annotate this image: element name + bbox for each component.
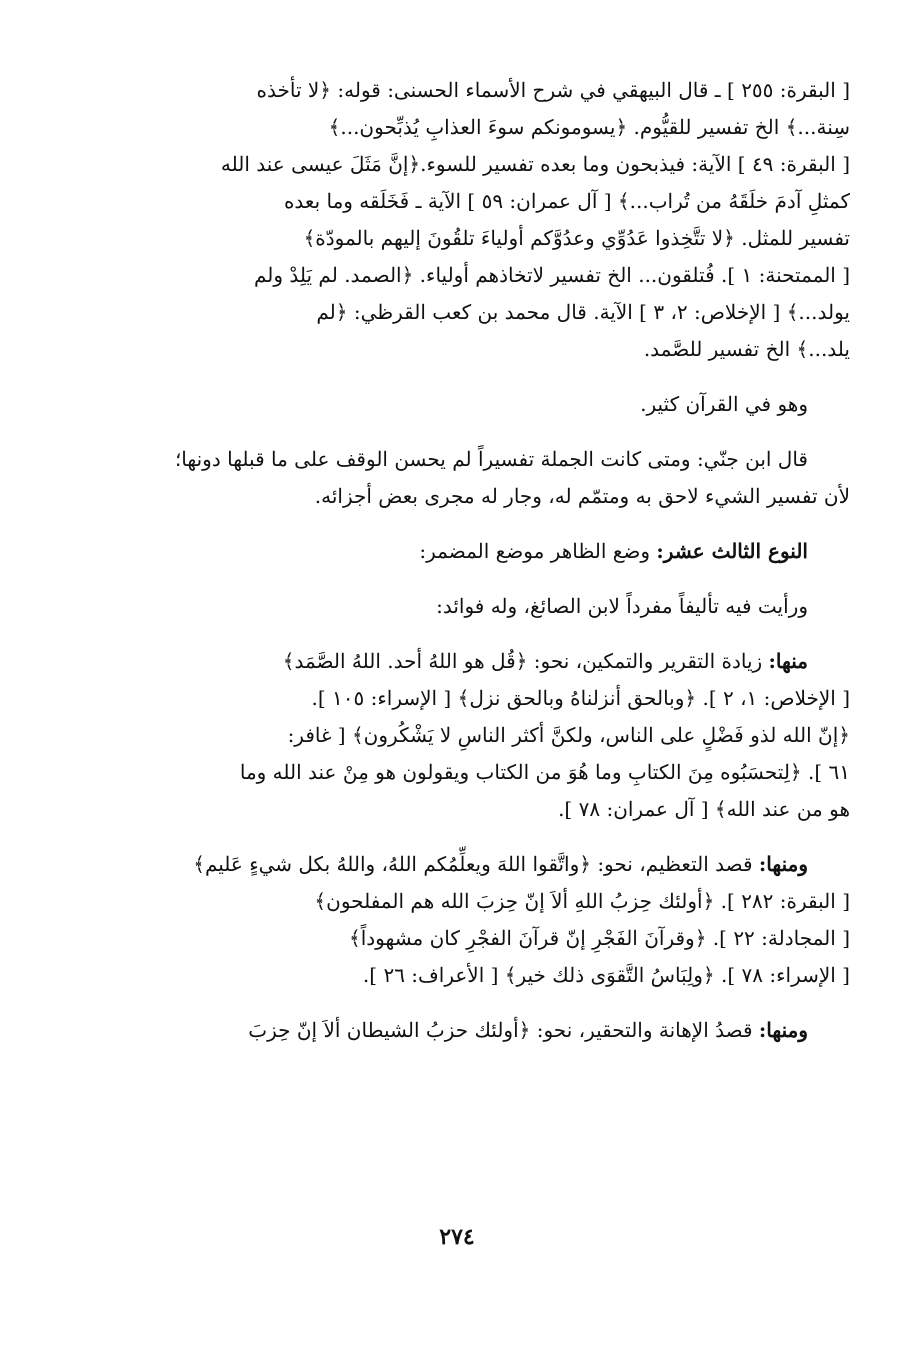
paragraph-ibn-saigh xyxy=(70,588,850,625)
benefit-text: قصدُ الإهانة والتحقير، نحو: ﴿أولئك حزبُ الشيطان ألاَ إنّ حِزبَ xyxy=(248,1018,759,1042)
benefit-label: ومنها: xyxy=(758,852,808,876)
text-line: سِنة...﴾ الخ تفسير للقيُّوم. ﴿يسومونكم سوءَ العذابِ يُذبِّحون...﴾ xyxy=(328,115,850,139)
text-line: ﴿إنّ الله لذو فَضْلٍ على الناس، ولكنَّ أكثر الناسِ لا يَشْكُرون﴾ [ غافر: xyxy=(287,723,850,747)
text-line: هو من عند الله﴾ [ آل عمران: ٧٨ ]. xyxy=(558,797,850,821)
text-line: كمثلِ آدمَ خلَقَهُ من تُراب...﴾ [ آل عمران: ٥٩ ] الآية ـ فَخَلَقه وما بعده xyxy=(283,189,850,213)
paragraph-section-heading xyxy=(70,533,850,570)
text-line: ٦١ ]. ﴿لِتحسَبُوه مِنَ الكتابِ وما هُوَ من الكتاب ويقولون هو مِنْ عند الله وما xyxy=(239,760,850,784)
paragraph-benefit-2 xyxy=(70,846,850,994)
paragraph-quran-frequent xyxy=(70,386,850,423)
benefit-label: منها: xyxy=(768,649,808,673)
text-line: تفسير للمثل. ﴿لا تتَّخِذوا عَدُوِّي وعدُوَّكم أولياءَ تلقُونَ إليهم بالمودّة﴾ xyxy=(303,226,850,250)
text-line: لأن تفسير الشيء لاحق به ومتمّم له، وجار له مجرى بعض أجزائه. xyxy=(314,484,850,508)
paragraph-benefit-1 xyxy=(70,643,850,828)
text-line: [ الإخلاص: ١، ٢ ]. ﴿وبالحق أنزلناهُ وبالحق نزل﴾ [ الإسراء: ١٠٥ ]. xyxy=(311,686,850,710)
paragraph-benefit-3 xyxy=(70,1012,850,1049)
text-line xyxy=(70,533,850,570)
benefit-label: ومنها: xyxy=(758,1018,808,1042)
text-line: [ البقرة: ٤٩ ] الآية: فيذبحون وما بعده تفسير للسوء.﴿إنَّ مَثَلَ عيسى عند الله xyxy=(220,152,850,176)
text-line xyxy=(70,1012,850,1049)
text-line: [ البقرة: ٢٨٢ ]. ﴿أولئك حِزبُ اللهِ ألاَ إنّ حِزبَ الله هم المفلحون﴾ xyxy=(314,889,850,913)
text-line: [ الممتحنة: ١ ]. فُتلقون... الخ تفسير لاتخاذهم أولياء. ﴿الصمد. لم يَلِدْ ولم xyxy=(253,263,850,287)
page-number: ٢٧٤ xyxy=(439,1224,475,1250)
text-line: يولد...﴾ [ الإخلاص: ٢، ٣ ] الآية. قال محمد بن كعب القرظي: ﴿لم xyxy=(316,300,850,324)
benefit-text: قصد التعظيم، نحو: ﴿واتَّقوا اللهَ ويعلِّمُكم اللهُ، واللهُ بكل شيءٍ عَليم﴾ xyxy=(193,852,759,876)
text-line: وهو في القرآن كثير. xyxy=(640,392,808,416)
benefit-text: زيادة التقرير والتمكين، نحو: ﴿قُل هو اللهُ أحد. اللهُ الصَّمَد﴾ xyxy=(282,649,769,673)
text-line: [ الإسراء: ٧٨ ]. ﴿ولِبَاسُ التَّقوَى ذلك خير﴾ [ الأعراف: ٢٦ ]. xyxy=(362,963,850,987)
text-line: ورأيت فيه تأليفاً مفرداً لابن الصائغ، وله فوائد: xyxy=(436,594,808,618)
text-line: يلد...﴾ الخ تفسير للصَّمد. xyxy=(643,337,850,361)
page-body xyxy=(70,72,850,1067)
text-line: [ البقرة: ٢٥٥ ] ـ قال البيهقي في شرح الأسماء الحسنى: قوله: ﴿لا تأخذه xyxy=(256,78,850,102)
paragraph-tafsir-examples xyxy=(70,72,850,368)
text-line xyxy=(70,643,850,680)
text-line xyxy=(70,846,850,883)
section-heading-text: وضع الظاهر موضع المضمر: xyxy=(419,539,657,563)
text-line: [ المجادلة: ٢٢ ]. ﴿وقرآنَ الفَجْرِ إنّ قرآنَ الفجْرِ كان مشهوداً﴾ xyxy=(348,926,850,950)
section-heading-label: النوع الثالث عشر: xyxy=(656,539,808,563)
paragraph-ibn-jinni xyxy=(70,441,850,515)
text-line: قال ابن جنّي: ومتى كانت الجملة تفسيراً لم يحسن الوقف على ما قبلها دونها؛ xyxy=(174,447,808,471)
